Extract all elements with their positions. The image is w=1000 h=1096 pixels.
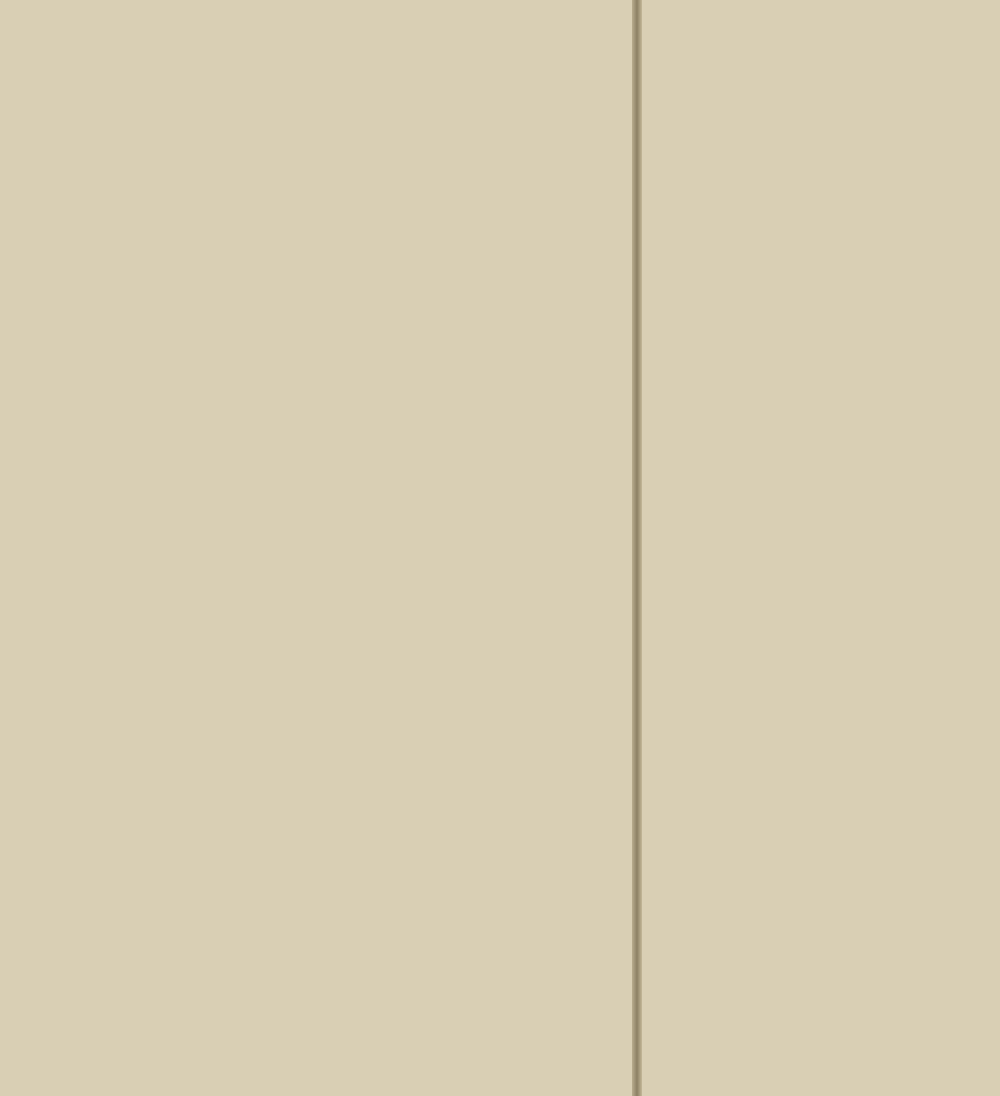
page-fold xyxy=(632,0,642,1096)
subheader-c23 xyxy=(948,246,966,290)
subheader-c19 xyxy=(856,246,874,290)
section-1 xyxy=(58,70,248,240)
subheader-maennlich xyxy=(254,248,270,286)
subheader-verehelicht xyxy=(404,240,418,286)
subheader-c21 xyxy=(904,246,922,290)
subheader-c20 xyxy=(882,246,900,290)
subheader-ledig xyxy=(388,248,402,286)
section-9 xyxy=(884,68,966,248)
section-7 xyxy=(644,80,728,240)
section-5 xyxy=(390,70,526,240)
subheader-verwittwet xyxy=(419,240,433,286)
section-8 xyxy=(734,74,878,234)
subheader-weiblich xyxy=(274,248,290,286)
subheader-c17 xyxy=(758,246,774,290)
section-2 xyxy=(256,70,292,240)
subheader-preussen xyxy=(640,246,654,290)
section-4 xyxy=(336,70,382,290)
subheader-c16 xyxy=(736,246,752,290)
subheader-c22 xyxy=(926,246,944,290)
section-3 xyxy=(296,70,332,280)
subheader-geschieden xyxy=(434,240,448,286)
col-ordnungsnummer xyxy=(30,130,52,230)
section-6 xyxy=(532,74,632,294)
